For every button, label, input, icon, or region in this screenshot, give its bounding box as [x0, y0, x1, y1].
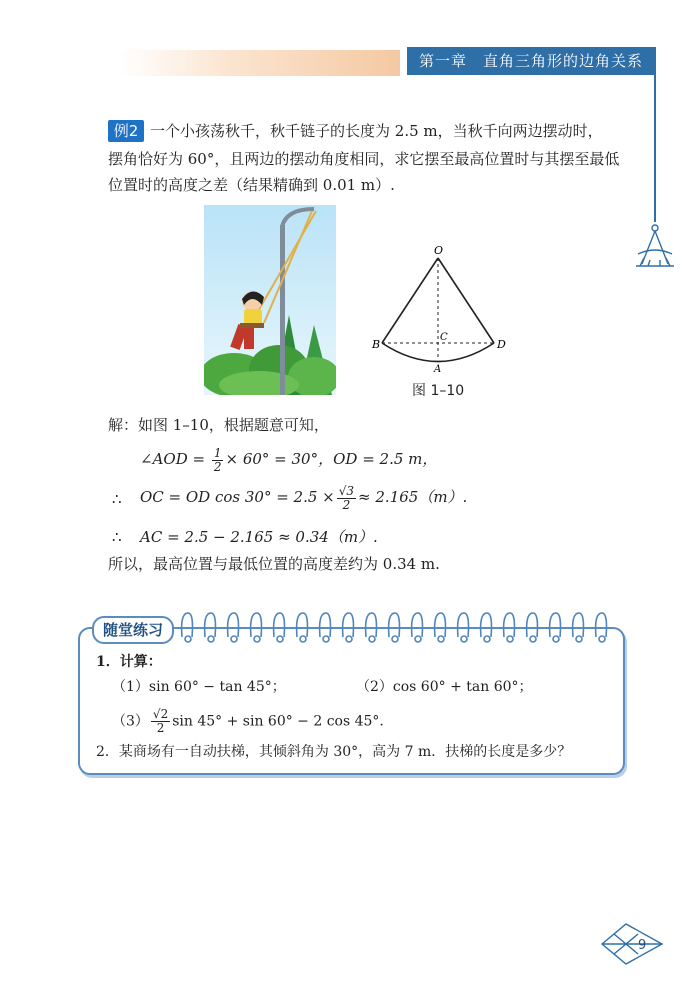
compass-icon — [632, 222, 678, 270]
example-text-line-1: 一个小孩荡秋千，秋千链子的长度为 2.5 m，当秋千向两边摆动时， — [150, 122, 603, 140]
point-label-d: D — [497, 338, 506, 351]
margin-rule — [654, 47, 656, 222]
equation-oc-left: OC = OD cos 30° = 2.5 × — [140, 488, 335, 506]
practice-item-1-3 — [112, 708, 384, 735]
point-label-b: B — [372, 338, 381, 351]
fraction-root2-over-2 — [151, 708, 170, 735]
page-number: 9 — [638, 938, 647, 953]
point-label-o: O — [434, 244, 444, 257]
therefore-symbol-1: ∴ — [112, 490, 122, 508]
swing-illustration — [204, 205, 336, 395]
example-text-line-3: 位置时的高度之差（结果精确到 0.01 m）. — [108, 176, 395, 194]
equation-angle-left: ∠AOD = — [140, 450, 210, 468]
practice-item-1-2: （2）cos 60° + tan 60°； — [356, 679, 533, 695]
practice-question-2: 2．某商场有一自动扶梯，其倾斜角为 30°，高为 7 m．扶梯的长度是多少？ — [96, 744, 572, 760]
page-number-badge — [598, 918, 668, 970]
equation-oc-right: ≈ 2.165（m）. — [358, 488, 468, 506]
spiral-binding-decoration — [176, 607, 616, 645]
cone-diagram — [370, 240, 510, 375]
point-label-c: C — [440, 332, 448, 343]
practice-question-1: 1．计算： — [96, 654, 162, 670]
fraction-root3-over-2 — [337, 485, 356, 512]
header-decoration-strip — [120, 50, 400, 76]
fraction-numerator: √2 — [152, 707, 169, 721]
practice-tag: 随堂练习 — [92, 616, 174, 644]
fraction-denominator: 2 — [213, 459, 222, 474]
equation-angle — [140, 446, 437, 474]
fraction-numerator: 1 — [213, 445, 222, 460]
fraction-numerator: √3 — [338, 483, 355, 498]
therefore-symbol-2: ∴ — [112, 528, 122, 546]
figure-caption: 图 1–10 — [412, 383, 465, 399]
point-label-a: A — [434, 364, 442, 375]
example-tag: 例2 — [108, 120, 144, 142]
equation-angle-right: × 60° = 30°，OD = 2.5 m， — [225, 450, 438, 468]
equation-oc — [140, 484, 467, 512]
fraction-denominator: 2 — [342, 497, 351, 512]
equation-ac: AC = 2.5 − 2.165 ≈ 0.34（m）. — [140, 528, 378, 546]
chapter-title: 第一章 直角三角形的边角关系 — [407, 47, 655, 75]
practice-item-1-3-suffix: sin 45° + sin 60° − 2 cos 45°. — [172, 713, 384, 730]
example-text-line-2: 摆角恰好为 60°，且两边的摆动角度相同，求它摆至最高位置时与其摆至最低 — [108, 150, 620, 168]
fraction-one-half — [212, 447, 224, 474]
practice-item-1-3-prefix: （3） — [112, 713, 149, 730]
fraction-denominator: 2 — [156, 721, 165, 735]
solution-conclusion: 所以，最高位置与最低位置的高度差约为 0.34 m. — [108, 555, 440, 573]
practice-item-1-1: （1）sin 60° − tan 45°； — [112, 679, 286, 695]
solution-intro: 解：如图 1–10，根据题意可知， — [108, 416, 329, 434]
